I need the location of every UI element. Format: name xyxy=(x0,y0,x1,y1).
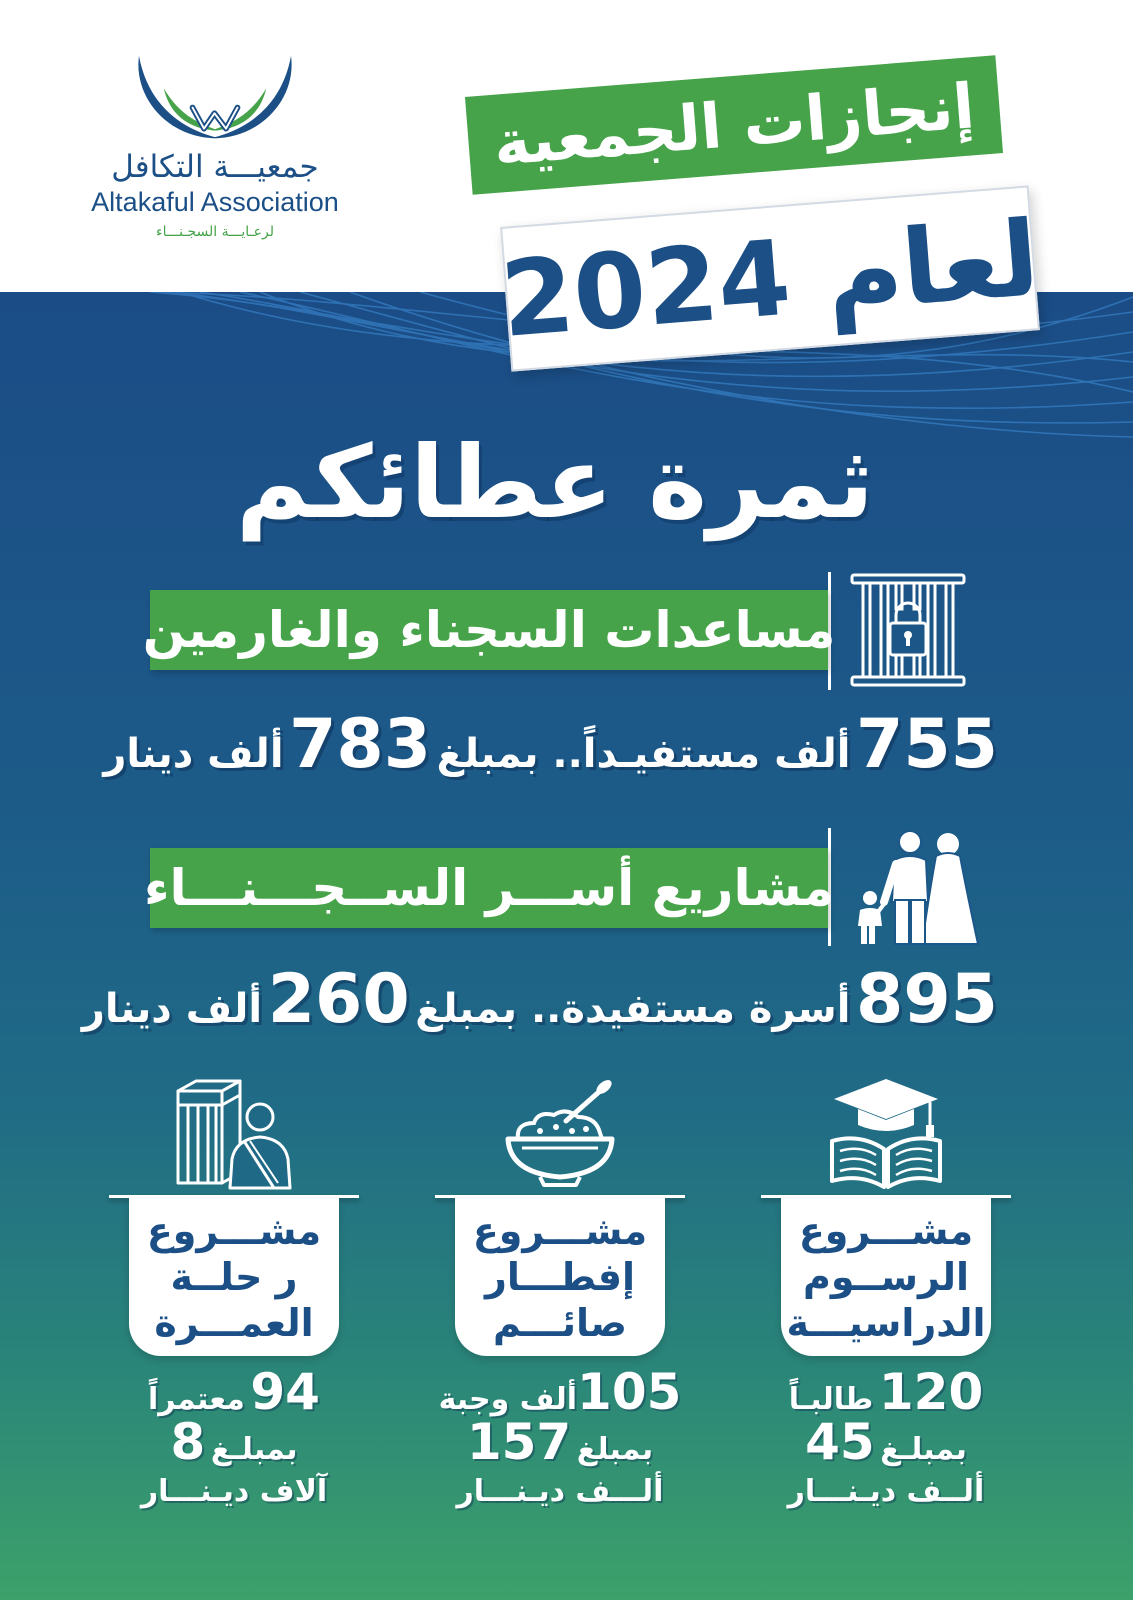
banner-text: إنجازات الجمعية xyxy=(490,69,978,180)
amount-value: 45 xyxy=(805,1413,875,1471)
amount-label: ألف دينار xyxy=(81,986,263,1032)
project-title-card xyxy=(129,1198,339,1356)
project-tuition xyxy=(761,1075,1011,1525)
currency-label: ألـــف ديـنـــار xyxy=(456,1474,664,1509)
food-bowl-icon xyxy=(500,1075,620,1190)
project-iftar xyxy=(435,1075,685,1525)
kaaba-pilgrim-icon xyxy=(174,1075,294,1190)
page-title: ثمرة عطائكم xyxy=(235,424,875,541)
project-stats xyxy=(435,1363,685,1517)
project-title-line: إفطـــار xyxy=(484,1255,636,1299)
year-text: لعام 2024 xyxy=(496,196,1044,361)
project-umrah xyxy=(109,1075,359,1525)
project-title-line: صائـــم xyxy=(492,1301,628,1345)
students-label: طالبـاً xyxy=(788,1382,874,1417)
highlight-heading: مساعدات السجناء والغارمين xyxy=(142,601,836,659)
beneficiaries-count: 755 xyxy=(856,705,998,784)
highlight-heading-bar xyxy=(143,848,835,928)
families-label: أسرة مستفيدة.. بمبلغ xyxy=(415,986,851,1032)
graduation-book-icon xyxy=(826,1075,946,1190)
logo-english-name: Altakaful Association xyxy=(91,187,339,217)
jail-icon xyxy=(850,573,966,689)
project-title-line: الدراسيـــة xyxy=(786,1301,986,1345)
meals-label: ألف وجبة xyxy=(438,1382,578,1417)
amount-value: 8 xyxy=(170,1413,206,1471)
amount-label: بمبلغ xyxy=(576,1432,654,1467)
meals-count: 105 xyxy=(577,1363,682,1421)
pilgrims-count: 94 xyxy=(250,1363,320,1421)
amount-value: 783 xyxy=(289,705,432,784)
project-amount-line xyxy=(761,1413,1011,1471)
project-stats xyxy=(761,1363,1011,1517)
project-title-line: مشـــروع xyxy=(146,1209,322,1253)
families-count: 895 xyxy=(856,960,998,1039)
currency-label: ألــف ديـنـــار xyxy=(787,1474,985,1509)
highlight-stats xyxy=(82,955,998,1062)
amount-label: بمبلـغ xyxy=(880,1432,967,1467)
amount-value: 260 xyxy=(267,960,410,1039)
project-amount-line xyxy=(435,1413,685,1471)
project-count-line xyxy=(109,1363,359,1421)
highlight-stats xyxy=(103,700,998,807)
amount-label: ألف دينار xyxy=(103,731,284,777)
beneficiaries-label: ألف مستفيـداً.. بمبلغ xyxy=(436,731,851,777)
project-stats xyxy=(109,1363,359,1517)
project-count-line xyxy=(761,1363,1011,1421)
highlight-heading-bar xyxy=(142,590,836,670)
project-title-line: العمـــرة xyxy=(154,1301,314,1345)
pilgrims-label: معتمراً xyxy=(148,1382,245,1417)
project-title-line: مشـــروع xyxy=(798,1209,974,1253)
logo-tagline: لرعـايـــة السجـنـــاء xyxy=(155,224,275,240)
project-title-line: ر حلــة xyxy=(170,1255,298,1299)
project-count-line xyxy=(435,1363,685,1421)
association-logo-mark xyxy=(130,54,300,142)
project-title-card xyxy=(781,1198,991,1356)
logo-arabic-name: جمعيـــة التكافل xyxy=(111,149,319,185)
amount-value: 157 xyxy=(466,1413,572,1471)
project-amount-line xyxy=(109,1413,359,1471)
project-title-line: الرســوم xyxy=(803,1255,969,1299)
highlight-heading: مشاريع أســـر الســجـــنـــاء xyxy=(143,859,835,917)
currency-label: آلاف ديـنـــار xyxy=(140,1474,328,1509)
project-title-line: مشـــروع xyxy=(472,1209,648,1253)
family-icon xyxy=(852,828,982,948)
amount-label: بمبلـغ xyxy=(210,1432,298,1467)
students-count: 120 xyxy=(878,1363,984,1421)
achievements-banner xyxy=(465,55,1003,194)
project-title-card xyxy=(455,1198,665,1356)
